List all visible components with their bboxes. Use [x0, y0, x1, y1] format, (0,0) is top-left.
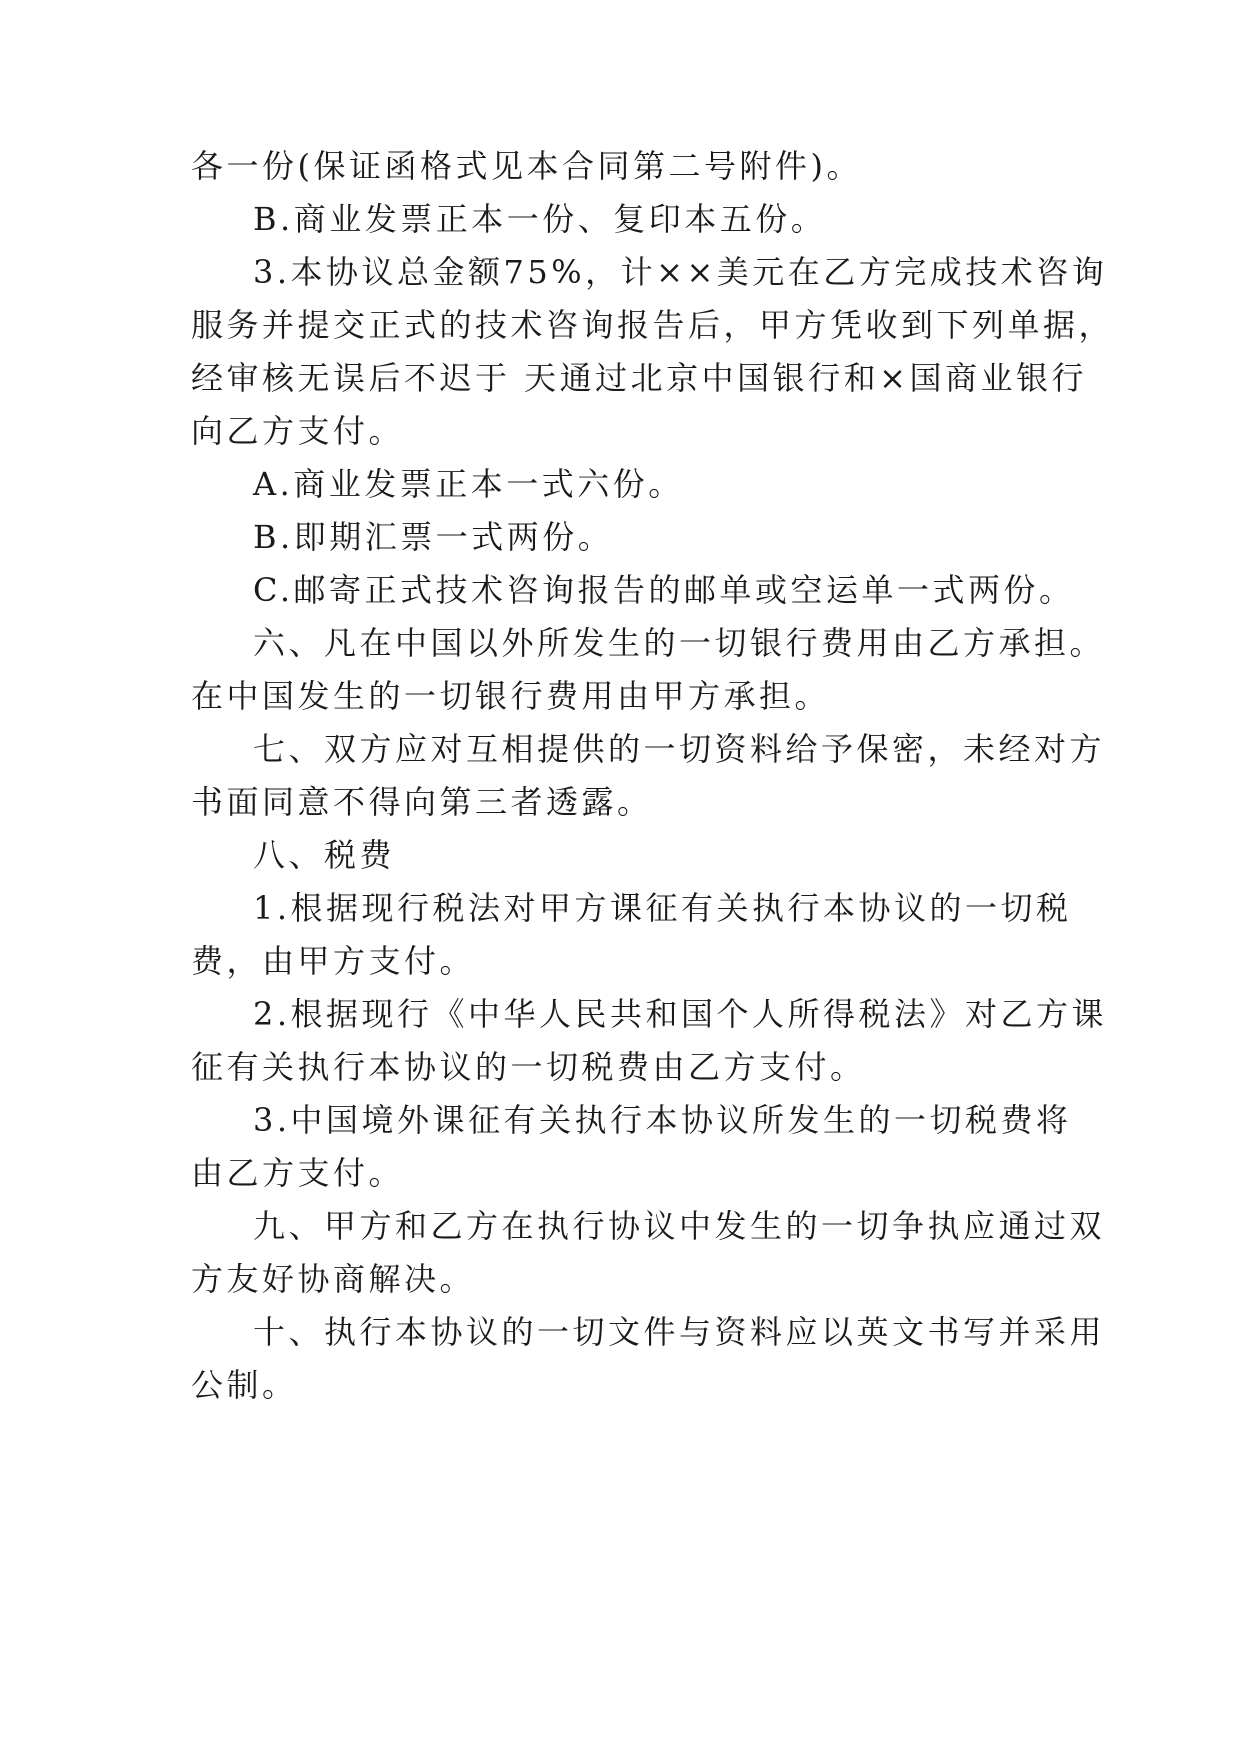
text-line: 各一份(保证函格式见本合同第二号附件)。 [191, 147, 862, 185]
text-line: 公制。 [191, 1366, 298, 1404]
text-line: 向乙方支付。 [191, 412, 405, 450]
text-line: 1.根据现行税法对甲方课征有关执行本协议的一切税 [253, 889, 1072, 927]
text-line: C.邮寄正式技术咨询报告的邮单或空运单一式两份。 [253, 571, 1075, 609]
text-line: 九、甲方和乙方在执行协议中发生的一切争执应通过双 [253, 1207, 1106, 1245]
text-line: 在中国发生的一切银行费用由甲方承担。 [191, 677, 831, 715]
text-line: 方友好协商解决。 [191, 1260, 476, 1298]
text-line: 2.根据现行《中华人民共和国个人所得税法》对乙方课 [253, 995, 1108, 1033]
text-line: 经审核无误后不迟于 天通过北京中国银行和×国商业银行 [191, 359, 1087, 397]
text-line: A.商业发票正本一式六份。 [253, 465, 684, 503]
text-line: 征有关执行本协议的一切税费由乙方支付。 [191, 1048, 866, 1086]
text-line: 由乙方支付。 [191, 1154, 405, 1192]
text-line: 3.本协议总金额75%，计××美元在乙方完成技术咨询 [253, 253, 1108, 291]
text-line: 七、双方应对互相提供的一切资料给予保密，未经对方 [253, 730, 1106, 768]
text-line: 服务并提交正式的技术咨询报告后，甲方凭收到下列单据， [191, 306, 1115, 344]
text-line: 3.中国境外课征有关执行本协议所发生的一切税费将 [253, 1101, 1072, 1139]
text-line: B.商业发票正本一份、复印本五份。 [253, 200, 827, 238]
text-line: 六、凡在中国以外所发生的一切银行费用由乙方承担。 [253, 624, 1106, 662]
text-line: 书面同意不得向第三者透露。 [191, 783, 653, 821]
text-line: B.即期汇票一式两份。 [253, 518, 614, 556]
section-heading: 八、税费 [253, 836, 396, 874]
text-line: 十、执行本协议的一切文件与资料应以英文书写并采用 [253, 1313, 1106, 1351]
text-line: 费，由甲方支付。 [191, 942, 476, 980]
